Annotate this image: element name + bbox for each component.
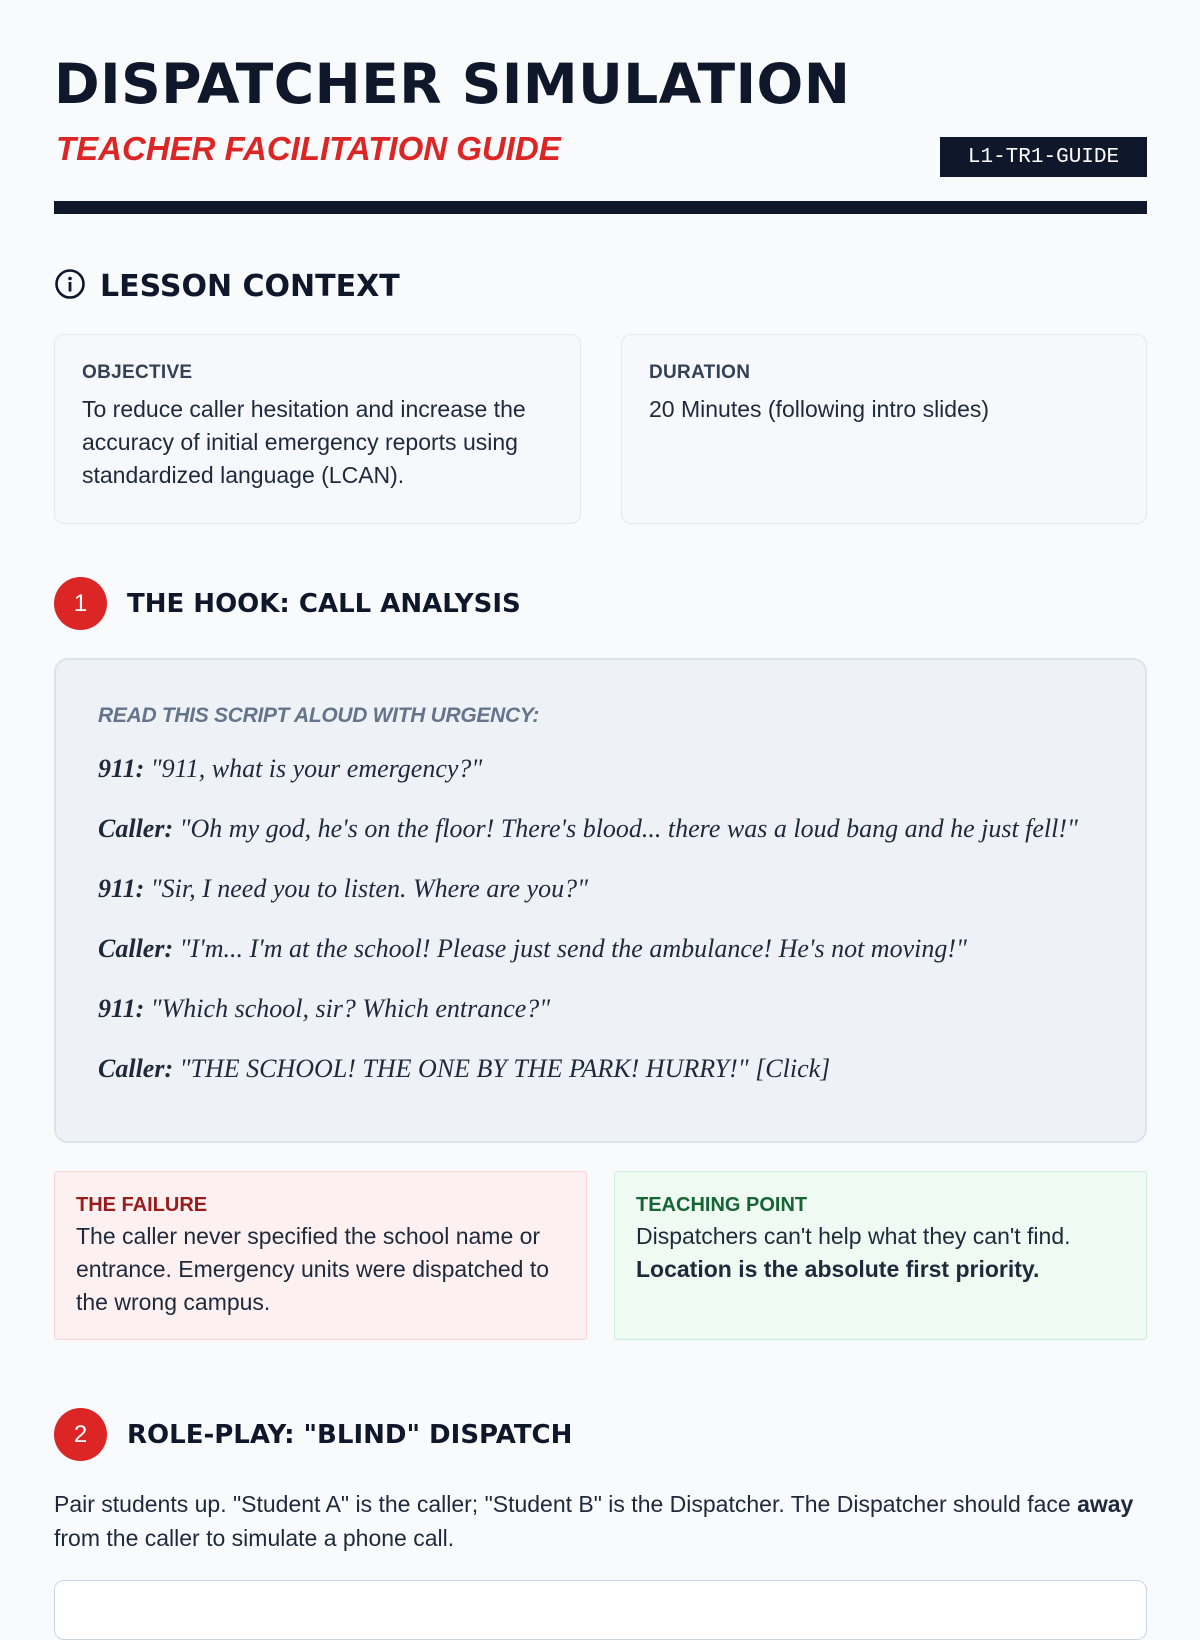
script-line: [98, 874, 1103, 934]
section-2-title: ROLE-PLAY: "BLIND" DISPATCH: [127, 1419, 573, 1450]
script-speaker: 911:: [98, 994, 145, 1023]
role-play-emphasis: away: [1077, 1491, 1134, 1517]
script-line: [98, 934, 1103, 994]
duration-text: 20 Minutes (following intro slides): [649, 396, 990, 422]
document-title: DISPATCHER SIMULATION: [54, 52, 851, 116]
lesson-context-title: LESSON CONTEXT: [100, 269, 400, 304]
section-1-heading: [54, 577, 521, 630]
script-line: [98, 814, 1103, 874]
script-text: "Sir, I need you to listen. Where are you?": [144, 874, 588, 903]
call-script-box: [54, 658, 1147, 1143]
teaching-point-callout: [614, 1171, 1147, 1340]
role-play-text-start: Pair students up. "Student A" is the caller; "Student B" is the Dispatcher. The Dispatcher should face: [54, 1491, 1078, 1517]
lesson-context-heading: [54, 268, 400, 305]
role-play-text-end: from the caller to simulate a phone call.: [54, 1525, 455, 1551]
script-text: "I'm... I'm at the school! Please just send the ambulance! He's not moving!": [173, 934, 967, 963]
document-subtitle: TEACHER FACILITATION GUIDE: [56, 130, 561, 167]
script-speaker: 911:: [98, 754, 145, 783]
section-number-badge: 2: [54, 1408, 107, 1461]
duration-card: [621, 334, 1147, 524]
section-1-title: THE HOOK: CALL ANALYSIS: [127, 588, 521, 619]
objective-label: OBJECTIVE: [82, 362, 193, 383]
info-icon: [54, 268, 86, 305]
script-speaker: Caller:: [98, 1054, 174, 1083]
teaching-point-emphasis: Location is the absolute first priority.: [636, 1256, 1040, 1282]
script-line: [98, 994, 1103, 1054]
teaching-point-text: [636, 1220, 1125, 1286]
failure-text: The caller never specified the school name or entrance. Emergency units were dispatched to the wrong campus.: [76, 1223, 550, 1315]
role-play-instructions: [54, 1487, 1147, 1555]
teaching-point-label: TEACHING POINT: [636, 1194, 808, 1216]
teaching-point-sentence: Dispatchers can't help what they can't find.: [636, 1223, 1071, 1249]
script-instruction: READ THIS SCRIPT ALOUD WITH URGENCY:: [98, 704, 540, 727]
document-code-badge: L1-TR1-GUIDE: [940, 137, 1147, 177]
failure-label: THE FAILURE: [76, 1194, 208, 1216]
script-speaker: 911:: [98, 874, 145, 903]
script-text: "Oh my god, he's on the floor! There's blood... there was a loud bang and he just fell!": [173, 814, 1078, 843]
script-line: [98, 1054, 1103, 1114]
script-text: "Which school, sir? Which entrance?": [144, 994, 551, 1023]
next-content-box: [54, 1580, 1147, 1640]
duration-label: DURATION: [649, 362, 751, 383]
script-line: [98, 754, 1103, 814]
failure-callout: [54, 1171, 587, 1340]
objective-card: [54, 334, 581, 524]
section-number-badge: 1: [54, 577, 107, 630]
header-divider: [54, 201, 1147, 214]
script-speaker: Caller:: [98, 934, 174, 963]
script-speaker: Caller:: [98, 814, 174, 843]
script-text: "THE SCHOOL! THE ONE BY THE PARK! HURRY!" [Click]: [173, 1054, 831, 1083]
script-text: "911, what is your emergency?": [144, 754, 483, 783]
objective-text: To reduce caller hesitation and increase the accuracy of initial emergency reports using standardized language (LCAN).: [82, 396, 526, 488]
section-2-heading: [54, 1408, 572, 1461]
